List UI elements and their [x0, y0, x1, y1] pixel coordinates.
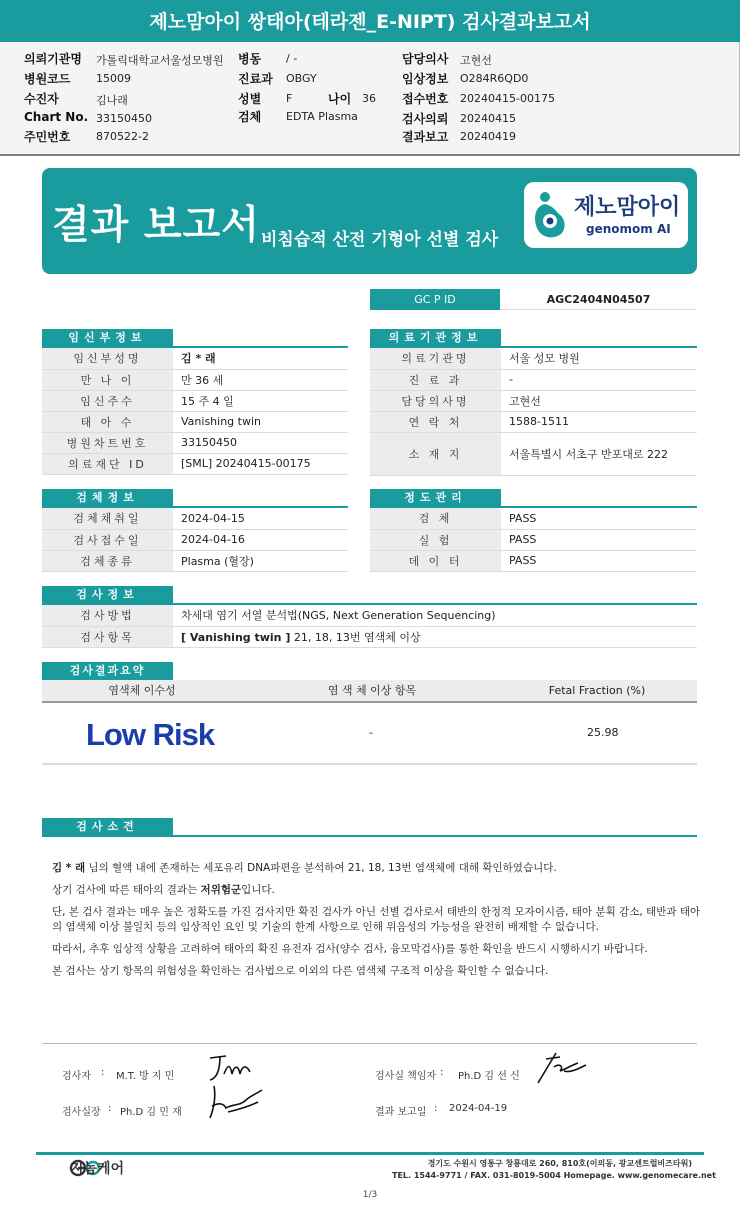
field-label: 검사항목 [42, 626, 173, 647]
opinion-paragraph: 본 검사는 상기 항목의 위험성을 확인하는 검사법으로 이외의 다른 염색체 구조적 이상을 확인할 수 없습니다. [52, 965, 549, 977]
request-header [0, 42, 740, 156]
summary-header [42, 680, 697, 701]
report-date-label: 결과보고 [402, 130, 449, 144]
test-name-subtitle: 비침습적 산전 기형아 선별 검사 [261, 230, 499, 250]
table-row [42, 605, 697, 626]
separator: : [101, 1067, 105, 1078]
risk-result: Low Risk [86, 717, 215, 752]
table-row [42, 369, 348, 390]
tester-name: M.T. 방 지 민 [116, 1071, 175, 1082]
lab-chief-signature-icon [206, 1082, 264, 1122]
resident-no-value: 870522-2 [96, 130, 149, 143]
specimen-info-table [42, 508, 348, 572]
clinical-info-value: O284R6QD0 [460, 72, 529, 85]
medical-info-table [370, 348, 697, 476]
field-value [173, 626, 697, 647]
table-row [370, 390, 697, 411]
hospital-code-value: 15009 [96, 72, 131, 85]
report-date-sign-label: 결과 보고일 [375, 1107, 427, 1118]
field-value: 15 주 4 일 [173, 390, 348, 411]
gc-pid-label: GC P ID [370, 289, 500, 310]
specimen-value: EDTA Plasma [286, 110, 358, 123]
tester-signature-icon [206, 1050, 256, 1086]
field-label: 태 아 수 [42, 411, 173, 432]
field-value: 고현선 [501, 390, 697, 411]
field-value: 김 * 래 [173, 348, 348, 369]
doctor-label: 담당의사 [402, 52, 449, 66]
gc-pid-value: AGC2404N04507 [500, 289, 697, 310]
field-value: [SML] 20240415-00175 [173, 453, 348, 474]
table-row [42, 550, 348, 571]
field-label: 만 나 이 [42, 369, 173, 390]
sex-value: F [286, 92, 293, 105]
opinion-paragraph: 단, 본 검사 결과는 매우 높은 정확도를 가진 검사지만 확진 검사가 아닌 선별 검사로서 태반의 한정적 모자이시즘, 태아 분획 감소, 태반과 태아의 염색체 이상 불일치 등의 임상적인 요인 및 기술의 한계 사항으로 인해 위음성의 가능성을 완전히 배제할 수 없습니다. [52, 906, 701, 933]
patient-name-bold: 김 * 래 [52, 862, 86, 874]
hospital-code-label: 병원코드 [24, 72, 71, 86]
tester-label: 검사자 [62, 1071, 91, 1082]
table-row [370, 529, 697, 550]
chart-no-label: Chart No. [24, 110, 89, 124]
low-risk-group-bold: 저위험군 [200, 884, 242, 896]
fetal-fraction-column-header: Fetal Fraction (%) [548, 684, 646, 697]
field-value: - [501, 369, 697, 390]
table-row [370, 348, 697, 369]
summary-result-row [42, 701, 697, 765]
field-value: 차세대 염기 서열 분석법(NGS, Next Generation Sequencing) [173, 605, 697, 626]
footer-address [392, 1158, 716, 1182]
report-banner-title: 제노맘아이 쌍태아(테라젠_E-NIPT) 검사결과보고서 [0, 0, 740, 42]
lab-head-name: Ph.D 김 선 신 [458, 1071, 520, 1082]
opinion-sentence: 상기 검사에 따른 태아의 결과는 [52, 884, 201, 896]
patient-value: 김나래 [96, 94, 128, 107]
field-label: 검체채취일 [42, 508, 173, 529]
field-label: 의료기관명 [370, 348, 501, 369]
table-row [370, 411, 697, 432]
opinion-rule [42, 835, 697, 837]
patient-label: 수진자 [24, 92, 59, 106]
field-value: Plasma (혈장) [173, 550, 348, 571]
signature-divider [42, 1043, 697, 1044]
field-label: 검사접수일 [42, 529, 173, 550]
test-item-bold: [ Vanishing twin ] [181, 630, 291, 644]
separator: : [108, 1103, 112, 1114]
table-row [370, 550, 697, 571]
department-value: OBGY [286, 72, 317, 85]
request-date-value: 20240415 [460, 112, 516, 125]
field-label: 검체종류 [42, 550, 173, 571]
table-row [42, 390, 348, 411]
department-label: 진료과 [238, 72, 273, 86]
field-label: 검사방법 [42, 605, 173, 626]
table-row [42, 453, 348, 474]
company-contact: TEL. 1544-9771 / FAX. 031-8019-5004 Homepage. www.genomecare.net [392, 1171, 716, 1180]
report-date-value: 20240419 [460, 130, 516, 143]
age-value: 36 [362, 92, 376, 105]
field-value: 만 36 세 [173, 369, 348, 390]
qc-table [370, 508, 697, 572]
field-label: 진 료 과 [370, 369, 501, 390]
clinical-info-label: 임상정보 [402, 72, 449, 86]
result-report-title: 결과 보고서 [52, 203, 260, 248]
lab-head-signature-icon [534, 1049, 590, 1089]
field-label: 의료재단 ID [42, 453, 173, 474]
report-date-sign-value: 2024-04-19 [449, 1103, 508, 1114]
opinion-paragraph [52, 883, 702, 898]
test-item-text: 21, 18, 13번 염색체 이상 [290, 630, 421, 644]
opinion-tab: 검사소견 [42, 818, 173, 836]
opinion-sentence: 입니다. [241, 884, 275, 896]
field-value: Vanishing twin [173, 411, 348, 432]
ward-value: / - [286, 52, 298, 65]
institution-value: 가톨릭대학교서울성모병원 [96, 54, 224, 67]
pregnancy-info-tab: 임신부정보 [42, 329, 173, 347]
sex-label: 성별 [238, 92, 262, 106]
aneuploidy-column-header: 염색체 이수성 [108, 684, 176, 697]
opinion-paragraph [52, 861, 702, 876]
field-value: 2024-04-16 [173, 529, 348, 550]
footer-rule [36, 1152, 704, 1155]
page-number: 1/3 [362, 1190, 378, 1200]
table-row [42, 626, 697, 647]
field-label: 검 체 [370, 508, 501, 529]
separator: : [434, 1103, 438, 1114]
doctor-value: 고현선 [460, 54, 492, 67]
logo-english-text: genomom AI [586, 222, 671, 236]
table-row [370, 369, 697, 390]
fetal-fraction-value: 25.98 [587, 726, 619, 739]
pregnancy-info-table [42, 348, 348, 475]
field-label: 담당의사명 [370, 390, 501, 411]
lab-chief-label: 검사실장 [62, 1107, 101, 1118]
request-date-label: 검사의뢰 [402, 112, 449, 126]
table-row [42, 529, 348, 550]
lab-head-label: 검사실 책임자 [375, 1071, 437, 1082]
chart-no-value: 33150450 [96, 112, 152, 125]
abnormal-items-column-header: 염 색 체 이상 항목 [327, 684, 417, 697]
field-label: 병원차트번호 [42, 432, 173, 453]
genomom-mark-icon [531, 188, 571, 242]
table-row [42, 348, 348, 369]
field-label: 연 락 처 [370, 411, 501, 432]
field-label: 소 재 지 [370, 432, 501, 475]
logo-korean-text: 제노맘아이 [574, 195, 681, 220]
age-label: 나이 [328, 92, 352, 106]
genomom-logo [524, 182, 688, 248]
field-value: PASS [501, 529, 697, 550]
field-value: 2024-04-15 [173, 508, 348, 529]
medical-info-tab: 의료기관정보 [370, 329, 501, 347]
opinion-text [52, 861, 702, 986]
receipt-no-label: 접수번호 [402, 92, 449, 106]
separator: : [440, 1067, 444, 1078]
field-value: 서울특별시 서초구 반포대로 222 [501, 432, 697, 475]
result-report-title-box [42, 168, 697, 274]
opinion-paragraph: 따라서, 추후 임상적 상황을 고려하여 태아의 확진 유전자 검사(양수 검사, 융모막검사)를 통한 확인을 반드시 시행하시기 바랍니다. [52, 943, 648, 955]
field-value: PASS [501, 508, 697, 529]
qc-tab: 정도관리 [370, 489, 501, 507]
specimen-info-tab: 검체정보 [42, 489, 173, 507]
specimen-label: 검체 [238, 110, 262, 124]
field-label: 데 이 터 [370, 550, 501, 571]
company-address: 경기도 수원시 영통구 창룡대로 260, 810호(이의동, 광교센트럴비즈타워) [427, 1159, 692, 1168]
table-row [370, 508, 697, 529]
field-value: 1588-1511 [501, 411, 697, 432]
opinion-sentence: 님의 혈액 내에 존재하는 세포유리 DNA파편을 분석하여 21, 18, 13번 염색체에 대해 확인하였습니다. [85, 862, 557, 874]
abnormal-items-value: - [369, 726, 373, 739]
ward-label: 병동 [238, 52, 262, 66]
genomecare-company-name: 지놈케어 [70, 1161, 125, 1177]
field-value: PASS [501, 550, 697, 571]
table-row [42, 411, 348, 432]
lab-chief-name: Ph.D 김 민 재 [120, 1107, 182, 1118]
resident-no-label: 주민번호 [24, 130, 71, 144]
field-label: 임신주수 [42, 390, 173, 411]
test-info-table [42, 605, 697, 648]
summary-tab: 검사결과요약 [42, 662, 173, 680]
field-label: 실 험 [370, 529, 501, 550]
table-row [370, 432, 697, 475]
institution-label: 의뢰기관명 [24, 52, 82, 66]
field-value: 33150450 [173, 432, 348, 453]
field-value: 서울 성모 병원 [501, 348, 697, 369]
test-info-tab: 검사정보 [42, 586, 173, 604]
table-row [42, 432, 348, 453]
receipt-no-value: 20240415-00175 [460, 92, 555, 105]
field-label: 임신부성명 [42, 348, 173, 369]
table-row [42, 508, 348, 529]
